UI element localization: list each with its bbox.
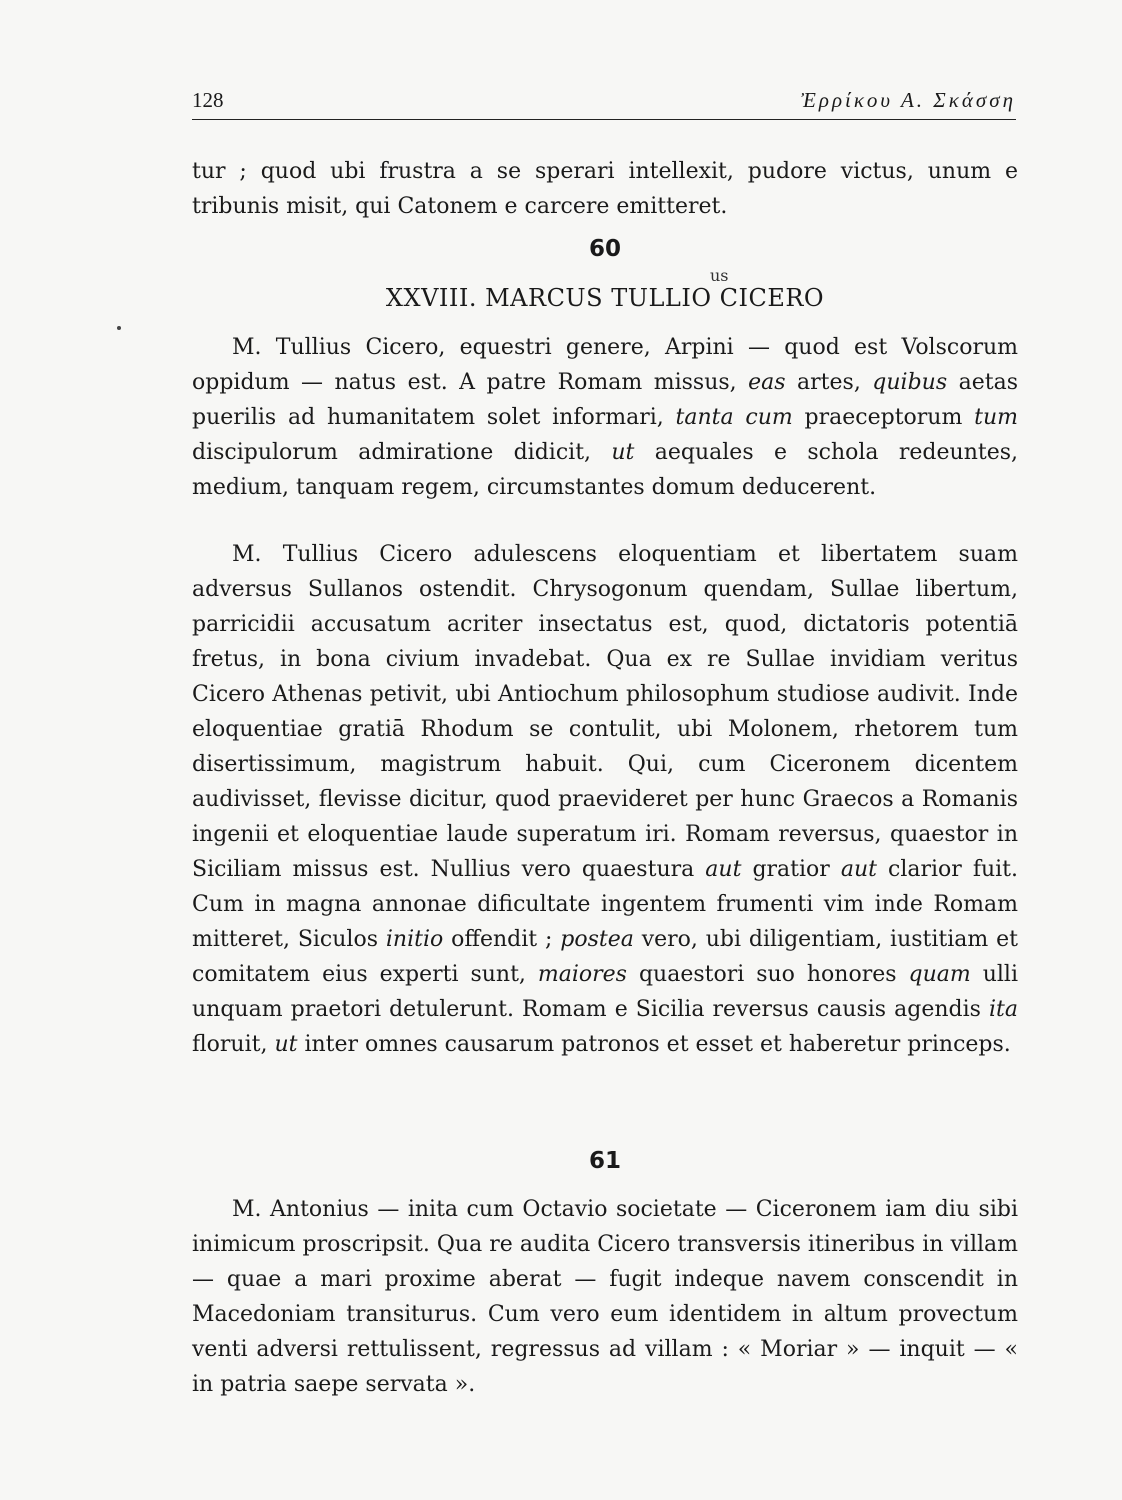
- handwritten-annotation: us: [710, 266, 729, 285]
- opening-paragraph: tur ; quod ubi frustra a se sperari intellexit, pudore victus, unum e tribunis misit, qui Catonem e carcere emitteret.: [192, 159, 1018, 219]
- header-rule: [192, 119, 1016, 120]
- paragraph-61-1: M. Antonius — inita cum Octavio societate — Ciceronem iam diu sibi inimicum proscripsit. Qua re audita Cicero transversis itineribus in villam — quae a mari proxime aberat — fugit indeque navem conscendit in Macedoniam transiturus. Cum vero eum identidem in altum provectum venti adversi rettulissent, regressus ad villam : « Moriar » — inquit — « in patria saepe servata ».: [192, 1197, 1018, 1397]
- italic-run: postea: [560, 927, 634, 952]
- text-run: artes,: [785, 370, 873, 395]
- italic-run: ut: [611, 440, 635, 465]
- text-run: aetas puerilis ad humanitatem solet informari,: [192, 370, 1018, 430]
- section-number-61: 61: [588, 1148, 621, 1174]
- italic-run: quibus: [872, 370, 948, 395]
- running-title: Ἐρρίκου Α. Σκάσση: [800, 88, 1016, 112]
- italic-run: initio: [385, 927, 444, 952]
- page-number: 128: [192, 88, 224, 112]
- text-run: clarior fuit. Cum in magna annonae dificultate ingentem frumenti vim inde Romam mitteret, Siculos: [192, 857, 1019, 952]
- italic-run: quam: [908, 962, 971, 987]
- italic-run: tanta cum: [675, 405, 793, 430]
- text-run: ulli unquam praetori detulerunt. Romam e Sicilia reversus causis agendis: [192, 962, 1018, 1022]
- section-number-60: 60: [588, 236, 621, 262]
- text-run: praeceptorum: [792, 405, 975, 430]
- text-run: quaestori suo honores: [626, 962, 909, 987]
- italic-run: ut: [274, 1032, 298, 1057]
- text-run: M. Tullius Cicero, equestri genere, Arpini — quod est Volscorum oppidum — natus est. A patre Romam missus,: [192, 335, 1018, 395]
- paragraph-60-2: [192, 537, 1018, 1062]
- italic-run: aut: [840, 857, 877, 882]
- text-run: aequales e schola redeuntes, medium, tanquam regem, circumstantes domum deducerent.: [192, 440, 1019, 500]
- italic-run: tum: [974, 405, 1018, 430]
- text-run: gratior: [741, 857, 841, 882]
- paragraph-60-1: [192, 330, 1018, 505]
- text-run: discipulorum admiratione didicit,: [192, 440, 612, 465]
- italic-run: aut: [705, 857, 742, 882]
- text-run: vero, ubi diligentiam, iustitiam et comitatem eius experti sunt,: [192, 927, 1019, 987]
- margin-mark: [117, 326, 121, 330]
- chapter-title: XXVIII. MARCUS TULLIO CICERO: [385, 284, 825, 312]
- text-run: inter omnes causarum patronos et esset et haberetur princeps.: [297, 1032, 1011, 1057]
- italic-run: eas: [748, 370, 786, 395]
- page-header: [192, 88, 1016, 114]
- text-run: M. Tullius Cicero adulescens eloquentiam et libertatem suam adversus Sullanos ostendit. Chrysogonum quendam, Sullae libertum, parricidii accusatum acriter insectatus est, quod, dictatoris potentiā fretus, in bona civium invadebat. Qua ex re Sullae invidiam veritus Cicero Athenas petivit, ubi Antiochum philosophum studiose audivit. Inde eloquentiae gratiā Rhodum se contulit, ubi Molonem, rhetorem tum disertissimum, magistrum habuit. Qui, cum Ciceronem dicentem audivisset, flevisse dicitur, quod praevideret per hunc Graecos a Romanis ingenii et eloquentiae laude superatum iri. Romam reversus, quaestor in Siciliam missus est. Nullius vero quaestura: [192, 542, 1018, 882]
- text-run: floruit,: [192, 1032, 275, 1057]
- text-run: offendit ;: [443, 927, 561, 952]
- italic-run: maiores: [537, 962, 627, 987]
- italic-run: ita: [989, 997, 1018, 1022]
